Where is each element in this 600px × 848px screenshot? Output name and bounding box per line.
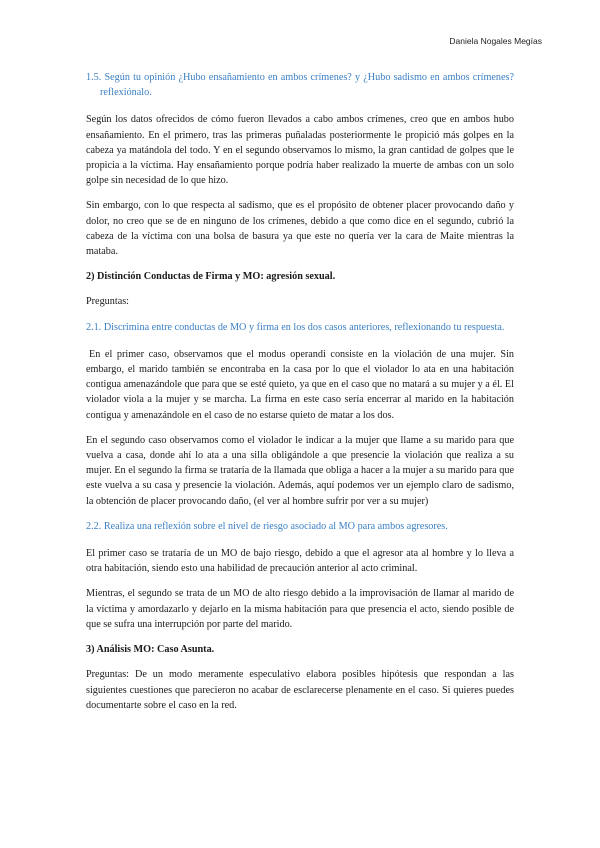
question-2-2: 2.2. Realiza una reflexión sobre el nivel de riesgo asociado al MO para ambos agresores. xyxy=(86,520,448,532)
paragraph-alto-riesgo: Mientras, el segundo se trata de un MO de alto riesgo debido a la improvisación de llamar al marido de la víctima y amordazarlo y dejarlo en la misma habitación para que presencia el acto, siendo posible de que se sufra una interrupción por parte del marido. xyxy=(86,588,514,630)
question-1-5: 1.5. Según tu opinión ¿Hubo ensañamiento en ambos crímenes? y ¿Hubo sadismo en ambos crímenes? reflexiónalo. xyxy=(86,72,514,99)
paragraph-sadismo: Sin embargo, con lo que respecta al sadismo, que es el propósito de obtener placer provocando daño y dolor, no creo que se de en ninguno de los crímenes, debido a que como dice en el segundo, cubrió la cabeza de la víctima con una bolsa de basura ya que este no quería ver la cara de Maite mientras la mataba. xyxy=(86,200,514,258)
section-heading-3: 3) Análisis MO: Caso Asunta. xyxy=(86,644,215,656)
paragraph-primer-caso: En el primer caso, observamos que el modus operandi consiste en la violación de una mujer. Sin embargo, el marido también se encontraba en la casa por lo que el violador lo ata en una habitación contigua amenazándole que para que se esté quieto, ya que en el caso que no matará a su mujer y a él. El violador viola a la mujer y se marcha. La firma en este caso sería encerrar al marido en la habitación contigua y amenazándole en el caso de no estarse quieto de matar a los dos. xyxy=(86,348,514,421)
document-body xyxy=(86,70,514,723)
question-2-1: 2.1. Discrimina entre conductas de MO y firma en los dos casos anteriores, reflexionando tu respuesta. xyxy=(86,321,505,333)
section-heading-2: 2) Distinción Conductas de Firma y MO: agresión sexual. xyxy=(86,271,336,283)
page-header-author: Daniela Nogales Megías xyxy=(449,36,542,46)
paragraph-segundo-caso: En el segundo caso observamos como el violador le indicar a la mujer que llame a su marido para que vuelva a casa, donde ahí lo ata a una silla obligándole a que presencie la violación que realiza a su mujer. En el segundo la firma se trataría de la llamada que obliga a hacer a la mujer a su marido para que este vuelva a su casa y presencie la violación. Además, aquí podemos ver un ejemplo claro de sadismo, la obtención de placer provocando daño, (el ver al hombre sufrir por ver a su mujer) xyxy=(86,434,514,507)
paragraph-preguntas-asunta: Preguntas: De un modo meramente especulativo elabora posibles hipótesis que respondan a las siguientes cuestiones que parecieron no acabar de esclarecerse plenamente en el caso. Si quieres puedes documentarte sobre el caso en la red. xyxy=(86,669,514,711)
label-preguntas: Preguntas: xyxy=(86,296,130,308)
paragraph-ensanamiento: Según los datos ofrecidos de cómo fueron llevados a cabo ambos crímenes, creo que en ambos hubo ensañamiento. En el primero, tras las primeras puñaladas posteriormente le propició más golpes en la cabeza ya matándola del todo. Y en el segundo observamos lo mismo, la gran cantidad de golpes que le propicia a la víctima. Hay ensañamiento porque podría haber realizado la muerte de ambas con un solo golpe sin necesidad de lo que hizo. xyxy=(86,114,514,187)
paragraph-bajo-riesgo: El primer caso se trataría de un MO de bajo riesgo, debido a que el agresor ata al hombre y lo lleva a otra habitación, siendo esto una habilidad de precaución anterior al acto criminal. xyxy=(86,548,514,575)
